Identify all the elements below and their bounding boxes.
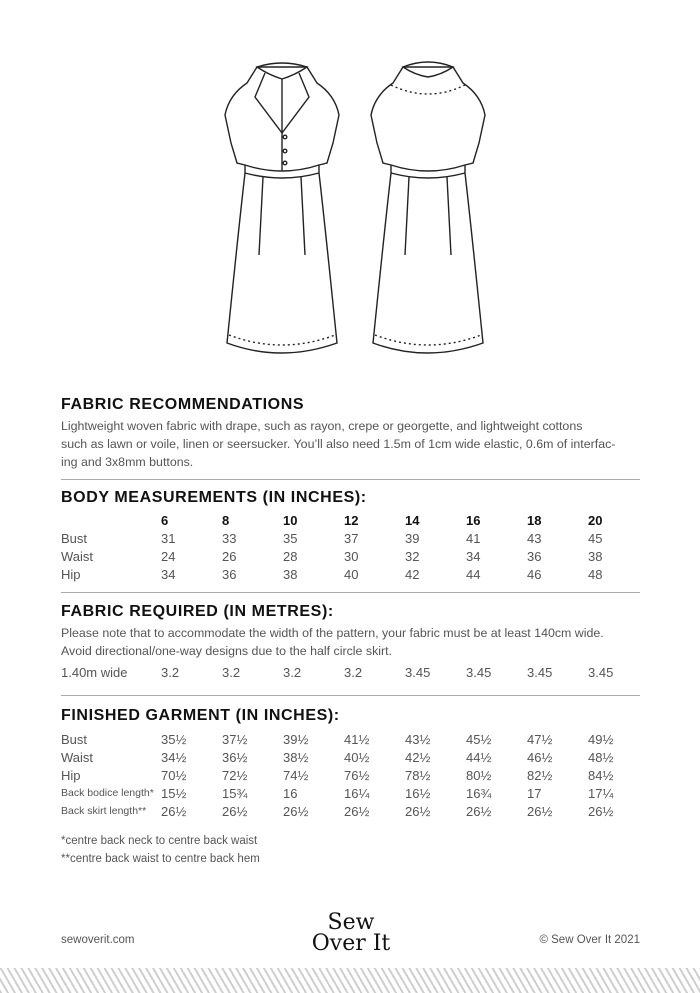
cell: 48½: [588, 749, 614, 765]
cell: 24: [161, 548, 176, 564]
divider: [61, 592, 640, 593]
body-measurements-table: [61, 511, 649, 583]
cell: 16: [283, 785, 298, 801]
row-label: Bust: [61, 530, 88, 546]
cell: 26½: [283, 803, 309, 819]
finished-garment-table: [61, 730, 649, 820]
cell: 35: [283, 530, 298, 546]
cell: 26½: [466, 803, 492, 819]
cell: 41½: [344, 731, 370, 747]
website-link[interactable]: sewoverit.com: [61, 934, 135, 946]
cell: 3.2: [344, 664, 363, 680]
brand-logo: [296, 912, 406, 954]
cell: 3.2: [161, 664, 180, 680]
cell: 33: [222, 530, 237, 546]
row-label: Hip: [61, 767, 81, 783]
divider: [61, 479, 640, 480]
cell: 26½: [222, 803, 248, 819]
cell: 3.2: [283, 664, 302, 680]
cell: 38: [588, 548, 603, 564]
cell: 34: [466, 548, 481, 564]
row-label: Bust: [61, 731, 88, 747]
cell: 36½: [222, 749, 248, 765]
logo-line: Over It: [311, 931, 391, 956]
cell: 26½: [588, 803, 614, 819]
cell: 34½: [161, 749, 187, 765]
cell: 49½: [588, 731, 614, 747]
table-row: [61, 748, 649, 766]
cell: 36: [222, 566, 237, 582]
cell: 30: [344, 548, 359, 564]
copyright: © Sew Over It 2021: [539, 934, 640, 946]
fabric-recommendations-heading: FABRIC RECOMMENDATIONS: [61, 396, 305, 413]
cell: 40½: [344, 749, 370, 765]
cell: 46½: [527, 749, 553, 765]
cell: 80½: [466, 767, 492, 783]
cell: 37½: [222, 731, 248, 747]
dress-sketch: [215, 55, 495, 375]
cell: 44: [466, 566, 481, 582]
row-label: Waist: [61, 548, 94, 564]
text-line: such as lawn or voile, linen or seersucker. You’ll also need 1.5m of 1cm wide elastic, 0.6m of interfac-: [61, 437, 616, 451]
text-line: ing and 3x8mm buttons.: [61, 455, 194, 469]
fabric-recommendations-text: [61, 417, 646, 471]
text-line: Lightweight woven fabric with drape, such as rayon, crepe or georgette, and lightweight cottons: [61, 419, 583, 433]
cell: 45½: [466, 731, 492, 747]
cell: 16½: [405, 785, 431, 801]
size-header: 14: [405, 512, 420, 528]
cell: 3.45: [466, 664, 492, 680]
size-header-row: [61, 511, 649, 529]
row-label: Back skirt length**: [61, 805, 147, 817]
cell: 42½: [405, 749, 431, 765]
cell: 43: [527, 530, 542, 546]
divider: [61, 695, 640, 696]
row-label: Waist: [61, 749, 94, 765]
size-header: 16: [466, 512, 481, 528]
row-label: 1.40m wide: [61, 664, 128, 680]
cell: 45: [588, 530, 603, 546]
cell: 17: [527, 785, 542, 801]
cell: 43½: [405, 731, 431, 747]
cell: 38½: [283, 749, 309, 765]
cell: 3.45: [405, 664, 431, 680]
cell: 28: [283, 548, 298, 564]
size-header: 6: [161, 512, 169, 528]
cell: 37: [344, 530, 359, 546]
dress-front-icon: [225, 63, 339, 353]
cell: 74½: [283, 767, 309, 783]
cell: 39: [405, 530, 420, 546]
cell: 3.2: [222, 664, 241, 680]
decorative-stripes: [0, 968, 700, 993]
cell: 42: [405, 566, 420, 582]
cell: 72½: [222, 767, 248, 783]
cell: 76½: [344, 767, 370, 783]
table-row: [61, 663, 649, 681]
cell: 38: [283, 566, 298, 582]
table-row: [61, 547, 649, 565]
cell: 41: [466, 530, 481, 546]
cell: 32: [405, 548, 420, 564]
text-line: Avoid directional/one-way designs due to the half circle skirt.: [61, 644, 393, 658]
cell: 46: [527, 566, 542, 582]
cell: 47½: [527, 731, 553, 747]
logo-line: Sew: [327, 910, 375, 935]
table-row: [61, 529, 649, 547]
footnote: *centre back neck to centre back waist: [61, 835, 258, 847]
cell: 35½: [161, 731, 187, 747]
finished-garment-heading: FINISHED GARMENT (IN INCHES):: [61, 707, 340, 724]
table-row: [61, 565, 649, 583]
cell: 44½: [466, 749, 492, 765]
cell: 82½: [527, 767, 553, 783]
cell: 15¾: [222, 785, 248, 801]
cell: 40: [344, 566, 359, 582]
row-label: Hip: [61, 566, 81, 582]
cell: 70½: [161, 767, 187, 783]
cell: 48: [588, 566, 603, 582]
size-header: 8: [222, 512, 230, 528]
dress-back-icon: [371, 62, 485, 353]
cell: 16¾: [466, 785, 492, 801]
size-header: 10: [283, 512, 298, 528]
cell: 26½: [527, 803, 553, 819]
cell: 26½: [405, 803, 431, 819]
table-row: [61, 802, 649, 820]
cell: 3.45: [588, 664, 614, 680]
row-label: Back bodice length*: [61, 787, 154, 799]
cell: 39½: [283, 731, 309, 747]
cell: 26½: [344, 803, 370, 819]
size-header: 20: [588, 512, 603, 528]
cell: 16¼: [344, 785, 370, 801]
body-measurements-heading: BODY MEASUREMENTS (IN INCHES):: [61, 489, 367, 506]
cell: 78½: [405, 767, 431, 783]
fabric-required-table: [61, 663, 649, 681]
size-header: 12: [344, 512, 359, 528]
fabric-required-heading: FABRIC REQUIRED (IN METRES):: [61, 603, 334, 620]
cell: 15½: [161, 785, 187, 801]
cell: 31: [161, 530, 176, 546]
table-row: [61, 730, 649, 748]
cell: 36: [527, 548, 542, 564]
cell: 84½: [588, 767, 614, 783]
cell: 26½: [161, 803, 187, 819]
size-header: 18: [527, 512, 542, 528]
fabric-required-text: [61, 624, 646, 660]
footnote: **centre back waist to centre back hem: [61, 853, 260, 865]
text-line: Please note that to accommodate the width of the pattern, your fabric must be at least 140cm wide.: [61, 626, 604, 640]
table-row: [61, 784, 649, 802]
cell: 17¼: [588, 785, 614, 801]
cell: 34: [161, 566, 176, 582]
cell: 3.45: [527, 664, 553, 680]
cell: 26: [222, 548, 237, 564]
table-row: [61, 766, 649, 784]
